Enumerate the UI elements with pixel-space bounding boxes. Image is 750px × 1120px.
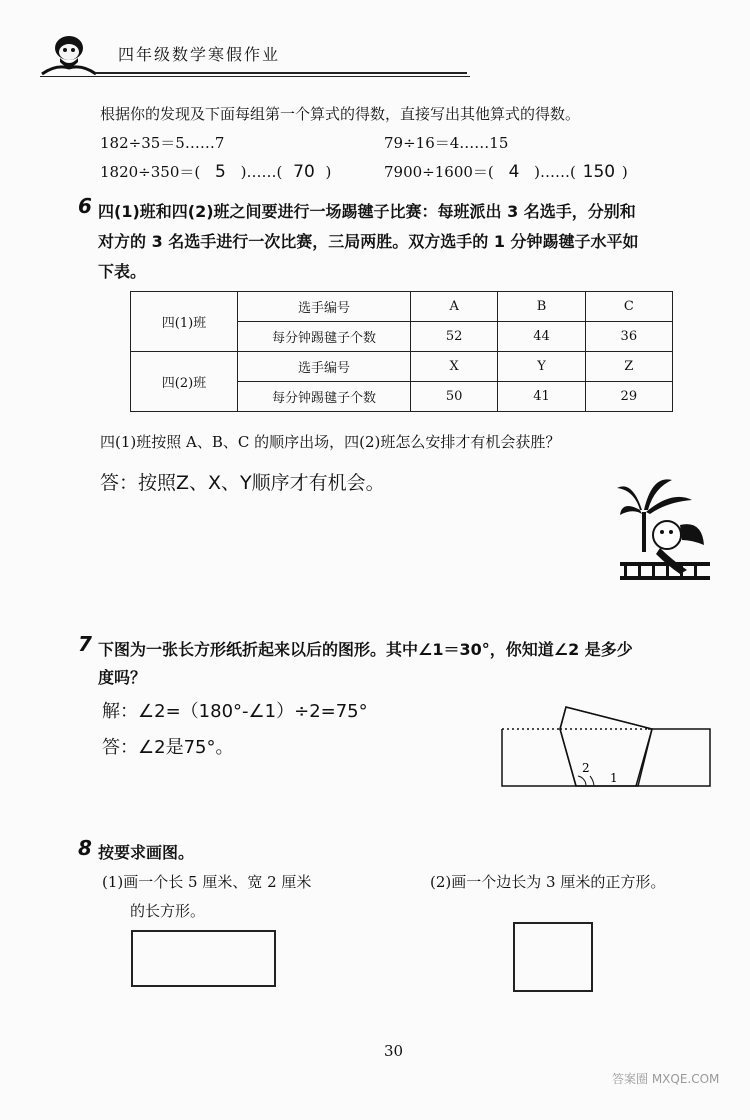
class2-count-y: 41 bbox=[498, 382, 585, 412]
angle-2-label: 2 bbox=[582, 761, 590, 775]
q5-row2-left-expr: 1820÷350＝( bbox=[100, 163, 201, 181]
q5-row2-left-end: ) bbox=[325, 163, 332, 181]
header-rule-thin bbox=[40, 76, 470, 77]
class1-count-c: 36 bbox=[585, 322, 672, 352]
class1-id-label: 选手编号 bbox=[238, 292, 411, 322]
class2-id-z: Z bbox=[585, 352, 672, 382]
q8-part1-line2: 的长方形。 bbox=[130, 902, 206, 920]
q8-part1-line1: (1)画一个长 5 厘米、宽 2 厘米 bbox=[102, 873, 312, 891]
q5-row2-right-quotient: 4 bbox=[508, 162, 520, 182]
class1-id-c: C bbox=[585, 292, 672, 322]
q8-number: 8 bbox=[78, 836, 92, 860]
class1-count-a: 52 bbox=[411, 322, 498, 352]
class2-count-label: 每分钟踢毽子个数 bbox=[238, 382, 411, 412]
q5-row1-right: 79÷16＝4……15 bbox=[384, 134, 509, 152]
q5-row2-left-quotient: 5 bbox=[215, 162, 226, 182]
class2-count-z: 29 bbox=[585, 382, 672, 412]
header-rule bbox=[95, 72, 467, 74]
cartoon-illustration bbox=[612, 470, 712, 590]
q6-number: 6 bbox=[78, 194, 92, 218]
q5-row2-right bbox=[384, 161, 628, 182]
q5-row2-right-expr: 7900÷1600＝( bbox=[384, 163, 494, 181]
q5-intro: 根据你的发现及下面每组第一个算式的得数，直接写出其他算式的得数。 bbox=[100, 105, 581, 123]
class2-label: 四(2)班 bbox=[131, 352, 238, 412]
q5-row2-left bbox=[100, 161, 331, 182]
q7-solution: 解：∠2=（180°-∠1）÷2=75° bbox=[102, 701, 368, 722]
class1-count-label: 每分钟踢毽子个数 bbox=[238, 322, 411, 352]
q6-answer: 答：按照Z、X、Y顺序才有机会。 bbox=[100, 472, 385, 494]
class1-label: 四(1)班 bbox=[131, 292, 238, 352]
q7-number: 7 bbox=[78, 632, 92, 656]
q6-line1: 四(1)班和四(2)班之间要进行一场踢毽子比赛：每班派出 3 名选手，分别和 bbox=[98, 202, 636, 221]
drawn-rectangle bbox=[131, 930, 276, 987]
angle-1-label: 1 bbox=[610, 771, 618, 785]
q5-row2-right-remainder: 150 bbox=[582, 162, 616, 182]
table-row bbox=[131, 292, 673, 322]
q6-line2: 对方的 3 名选手进行一次比赛，三局两胜。双方选手的 1 分钟踢毽子水平如 bbox=[98, 232, 639, 251]
page-header-title: 四年级数学寒假作业 bbox=[118, 45, 281, 64]
q7-line2: 度吗？ bbox=[98, 668, 147, 687]
q5-row1-left: 182÷35＝5……7 bbox=[100, 134, 225, 152]
q8-part2: (2)画一个边长为 3 厘米的正方形。 bbox=[430, 873, 666, 891]
q7-line1: 下图为一张长方形纸折起来以后的图形。其中∠1＝30°，你知道∠2 是多少 bbox=[98, 640, 633, 659]
kick-table bbox=[130, 291, 673, 412]
class2-count-x: 50 bbox=[411, 382, 498, 412]
class1-id-b: B bbox=[498, 292, 585, 322]
q6-question: 四(1)班按照 A、B、C 的顺序出场，四(2)班怎么安排才有机会获胜？ bbox=[100, 433, 561, 451]
q5-row2-right-mid: )……( bbox=[534, 163, 576, 181]
class2-id-y: Y bbox=[498, 352, 585, 382]
class1-id-a: A bbox=[411, 292, 498, 322]
folded-paper-figure bbox=[498, 692, 718, 792]
q8-title: 按要求画图。 bbox=[98, 843, 195, 862]
q7-answer: 答：∠2是75°。 bbox=[102, 737, 234, 758]
class2-id-label: 选手编号 bbox=[238, 352, 411, 382]
class1-count-b: 44 bbox=[498, 322, 585, 352]
q6-line3: 下表。 bbox=[98, 262, 147, 281]
drawn-square bbox=[513, 922, 593, 992]
q5-row2-right-end: ) bbox=[621, 163, 628, 181]
page-number: 30 bbox=[384, 1042, 404, 1060]
watermark: 答案圈 MXQE.COM bbox=[612, 1072, 720, 1086]
header-mascot bbox=[38, 28, 100, 80]
table-row bbox=[131, 352, 673, 382]
q5-row2-left-mid: )……( bbox=[240, 163, 283, 181]
class2-id-x: X bbox=[411, 352, 498, 382]
q5-row2-left-remainder: 70 bbox=[293, 162, 315, 182]
